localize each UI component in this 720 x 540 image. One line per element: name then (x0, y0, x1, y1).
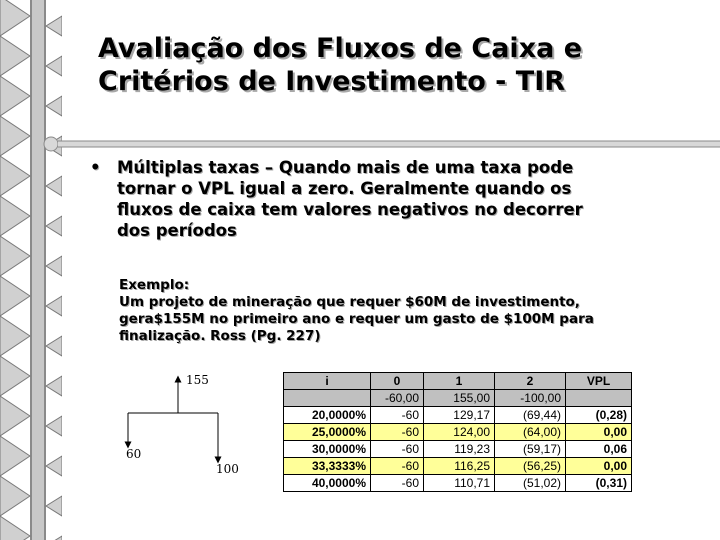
example-line: gera$155M no primeiro ano e requer um gasto de $100M para (119, 311, 594, 327)
header-cell: i (284, 373, 371, 390)
rate-cell: 33,3333% (284, 458, 371, 475)
example-line: finalização. Ross (Pg. 227) (119, 328, 321, 344)
table-row (284, 390, 632, 407)
cell: (56,25) (495, 458, 566, 475)
cell: (51,02) (495, 475, 566, 492)
border-triangle-left (0, 76, 30, 116)
cell: 124,00 (424, 424, 495, 441)
cell: -60 (371, 458, 424, 475)
border-triangle-left (0, 436, 30, 476)
outflow2-label: 100 (216, 462, 239, 476)
cell: (64,00) (495, 424, 566, 441)
border-triangle-right (46, 216, 62, 236)
border-triangle-right (46, 296, 62, 316)
vpl-cell: (0,31) (566, 475, 632, 492)
border-triangle-right (46, 536, 62, 540)
title-divider (40, 136, 720, 158)
example-block (119, 277, 709, 345)
border-triangle-right (46, 456, 62, 476)
border-triangle-right (46, 496, 62, 516)
cell: -60 (371, 475, 424, 492)
table-header-row (284, 373, 632, 390)
border-triangle-left (0, 356, 30, 396)
cell: -60 (371, 441, 424, 458)
table-row (284, 458, 632, 475)
header-cell: 0 (371, 373, 424, 390)
outflow0-label: 60 (126, 447, 142, 461)
border-triangle-left (0, 196, 30, 236)
table-row (284, 407, 632, 424)
rate-cell: 30,0000% (284, 441, 371, 458)
left-border-decoration (0, 0, 62, 540)
border-triangle-right (46, 376, 62, 396)
cell: -100,00 (495, 390, 566, 407)
cell: -60 (371, 424, 424, 441)
vpl-cell: (0,28) (566, 407, 632, 424)
cell: 110,71 (424, 475, 495, 492)
border-triangle-left (0, 36, 30, 76)
header-cell: VPL (566, 373, 632, 390)
example-heading: Exemplo: (119, 277, 190, 293)
table-row (284, 441, 632, 458)
border-triangle-left (0, 516, 30, 540)
tir-table (283, 372, 632, 492)
border-triangle-left (0, 396, 30, 436)
vpl-cell: 0,00 (566, 424, 632, 441)
header-cell: 2 (495, 373, 566, 390)
border-triangle-left (0, 0, 30, 36)
cell: 119,23 (424, 441, 495, 458)
example-line: Um projeto de mineração que requer $60M de investimento, (119, 294, 580, 310)
rate-cell (284, 390, 371, 407)
cell: (59,17) (495, 441, 566, 458)
inflow-label: 155 (186, 373, 209, 387)
bullet-line: fluxos de caixa tem valores negativos no decorrer (117, 200, 583, 219)
rate-cell: 40,0000% (284, 475, 371, 492)
table-row (284, 475, 632, 492)
rate-cell: 25,0000% (284, 424, 371, 441)
cell: -60 (371, 407, 424, 424)
rate-cell: 20,0000% (284, 407, 371, 424)
title-line-1: Avaliação dos Fluxos de Caixa e (98, 33, 583, 64)
vpl-cell (566, 390, 632, 407)
border-triangle-left (0, 476, 30, 516)
border-triangle-right (46, 56, 62, 76)
vpl-cell: 0,06 (566, 441, 632, 458)
bullet-line: Múltiplas taxas – Quando mais de uma taxa pode (117, 158, 574, 177)
border-triangle-right (46, 416, 62, 436)
cell: -60,00 (371, 390, 424, 407)
cashflow-diagram (100, 365, 270, 500)
cell: 155,00 (424, 390, 495, 407)
border-triangle-left (0, 116, 30, 156)
cell: 129,17 (424, 407, 495, 424)
border-triangle-right (46, 16, 62, 36)
border-triangle-left (0, 156, 30, 196)
border-triangle-right (46, 96, 62, 116)
border-triangle-right (46, 256, 62, 276)
bullet-text (117, 157, 677, 241)
border-triangle-right (46, 336, 62, 356)
bullet-line: dos períodos (117, 221, 237, 240)
border-triangle-left (0, 276, 30, 316)
border-triangle-left (0, 316, 30, 356)
bullet-line: tornar o VPL igual a zero. Geralmente quando os (117, 179, 572, 198)
table-row (284, 424, 632, 441)
bullet-symbol: • (90, 158, 101, 177)
slide-title (98, 32, 698, 98)
cell: (69,44) (495, 407, 566, 424)
border-triangle-left (0, 236, 30, 276)
cell: 116,25 (424, 458, 495, 475)
vpl-cell: 0,00 (566, 458, 632, 475)
header-cell: 1 (424, 373, 495, 390)
border-triangle-right (46, 176, 62, 196)
title-line-2: Critérios de Investimento - TIR (98, 66, 566, 97)
